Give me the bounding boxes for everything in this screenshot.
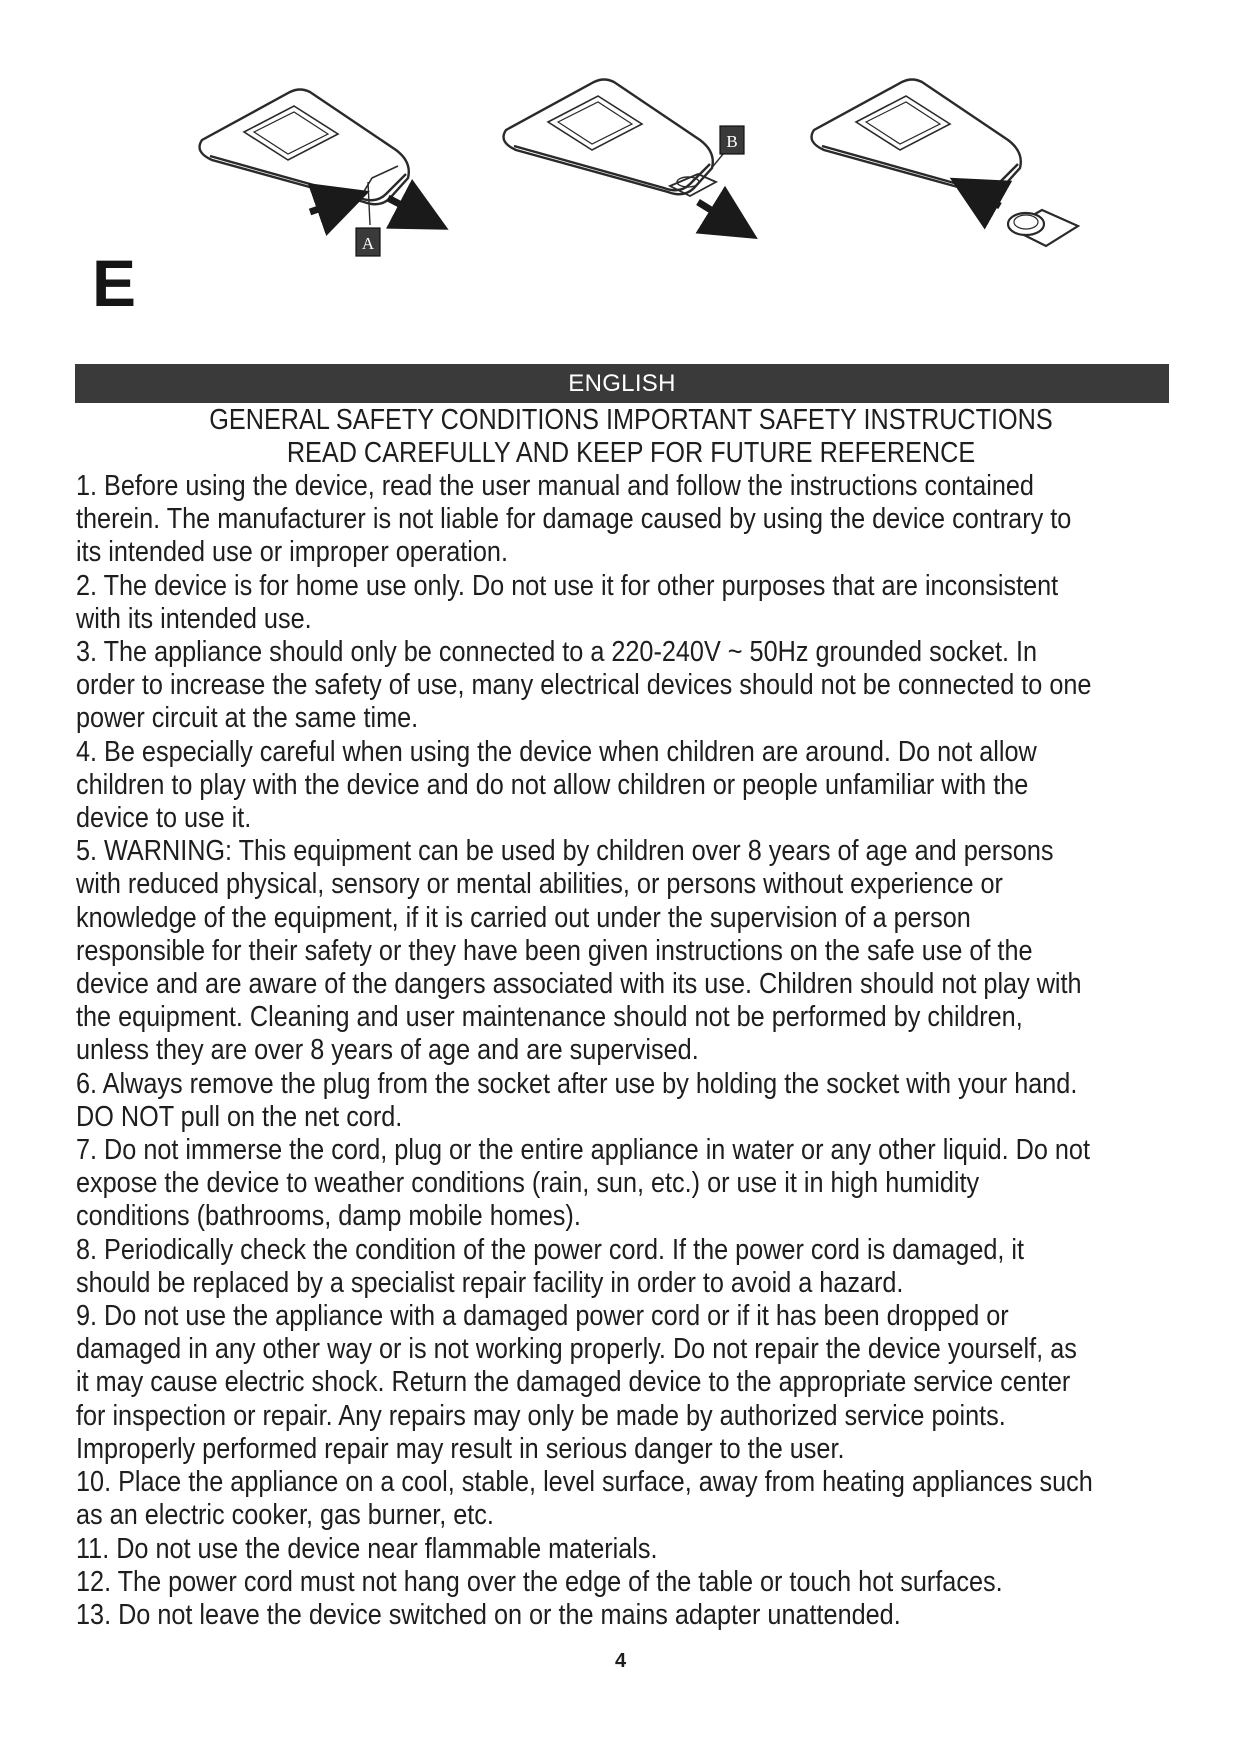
text-line: 9. Do not use the appliance with a damaged power cord or if it has been dropped or bbox=[76, 1300, 1009, 1333]
section-letter: E bbox=[92, 246, 137, 320]
text-line: 2. The device is for home use only. Do not use it for other purposes that are inconsistent bbox=[76, 569, 1059, 602]
remote-step-3-icon bbox=[812, 80, 1021, 195]
arrow-push-icon bbox=[310, 198, 350, 212]
text-line: should be replaced by a specialist repair facility in order to avoid a hazard. bbox=[76, 1266, 904, 1299]
text-line: device and are aware of the dangers associated with its use. Children should not play with bbox=[76, 968, 1082, 1001]
battery-tray-icon bbox=[1008, 210, 1078, 246]
text-line: for inspection or repair. Any repairs may only be made by authorized service points. bbox=[76, 1399, 1006, 1432]
text-line: 7. Do not immerse the cord, plug or the entire appliance in water or any other liquid. Do not bbox=[76, 1134, 1090, 1167]
text-line: it may cause electric shock. Return the damaged device to the appropriate service center bbox=[76, 1366, 1071, 1399]
arrow-pull-icon bbox=[388, 198, 430, 220]
arrow-remove-tray-icon bbox=[698, 202, 740, 228]
text-line: device to use it. bbox=[76, 802, 252, 835]
battery-replacement-illustration bbox=[150, 70, 1200, 305]
text-line: 4. Be especially careful when using the device when children are around. Do not allow bbox=[76, 735, 1037, 768]
remote-step-2-icon bbox=[504, 80, 716, 197]
text-line: Improperly performed repair may result in serious danger to the user. bbox=[76, 1432, 845, 1465]
text-line: conditions (bathrooms, damp mobile homes). bbox=[76, 1200, 581, 1233]
text-line: 10. Place the appliance on a cool, stable, level surface, away from heating appliances such bbox=[76, 1466, 1093, 1499]
text-line: 11. Do not use the device near flammable materials. bbox=[76, 1532, 658, 1565]
heading-safety-conditions: GENERAL SAFETY CONDITIONS IMPORTANT SAFETY INSTRUCTIONS bbox=[209, 404, 1053, 436]
text-line: as an electric cooker, gas burner, etc. bbox=[76, 1499, 494, 1532]
label-a: A bbox=[361, 234, 375, 253]
label-b: B bbox=[726, 132, 738, 151]
text-line: 12. The power cord must not hang over the edge of the table or touch hot surfaces. bbox=[76, 1565, 1003, 1598]
text-line: knowledge of the equipment, if it is carried out under the supervision of a person bbox=[76, 901, 971, 934]
text-line: 8. Periodically check the condition of the power cord. If the power cord is damaged, it bbox=[76, 1233, 1025, 1266]
text-line: its intended use or improper operation. bbox=[76, 536, 508, 569]
text-line: therein. The manufacturer is not liable for damage caused by using the device contrary to bbox=[76, 503, 1072, 536]
page-number: 4 bbox=[614, 1650, 627, 1672]
text-line: children to play with the device and do not allow children or people unfamiliar with the bbox=[76, 768, 1029, 801]
text-line: the equipment. Cleaning and user maintenance should not be performed by children, bbox=[76, 1001, 1023, 1034]
text-line: order to increase the safety of use, many electrical devices should not be connected to one bbox=[76, 669, 1092, 702]
text-line: 3. The appliance should only be connected to a 220-240V ~ 50Hz grounded socket. In bbox=[76, 636, 1038, 669]
text-line: responsible for their safety or they have been given instructions on the safe use of the bbox=[76, 934, 1033, 967]
text-line: power circuit at the same time. bbox=[76, 702, 419, 735]
instruction-list bbox=[76, 470, 1186, 1632]
remote-step-1-icon bbox=[200, 90, 409, 205]
text-line: unless they are over 8 years of age and are supervised. bbox=[76, 1034, 699, 1067]
text-line: 5. WARNING: This equipment can be used by children over 8 years of age and persons bbox=[76, 835, 1054, 868]
text-line: 1. Before using the device, read the user manual and follow the instructions contained bbox=[76, 470, 1034, 502]
text-line: 13. Do not leave the device switched on or the mains adapter unattended. bbox=[76, 1598, 901, 1631]
heading-read-carefully: READ CAREFULLY AND KEEP FOR FUTURE REFERENCE bbox=[286, 437, 976, 469]
text-line: expose the device to weather conditions (rain, sun, etc.) or use it in high humidity bbox=[76, 1167, 980, 1200]
text-line: 6. Always remove the plug from the socket after use by holding the socket with your hand. bbox=[76, 1067, 1078, 1100]
safety-instructions bbox=[76, 404, 1186, 1632]
text-line: DO NOT pull on the net cord. bbox=[76, 1100, 403, 1133]
language-bar: ENGLISH bbox=[75, 364, 1169, 403]
text-line: damaged in any other way or is not working properly. Do not repair the device yourself, as bbox=[76, 1333, 1077, 1366]
text-line: with its intended use. bbox=[76, 602, 312, 635]
text-line: with reduced physical, sensory or mental abilities, or persons without experience or bbox=[76, 868, 1003, 901]
